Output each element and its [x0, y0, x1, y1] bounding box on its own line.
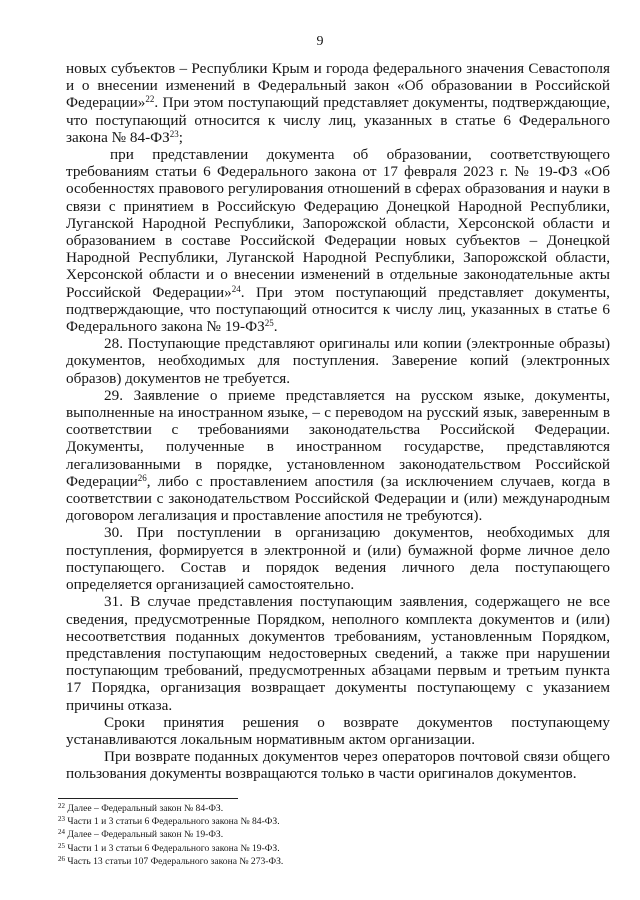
footnote — [58, 855, 598, 868]
footnotes — [58, 802, 598, 868]
paragraph-text: при представлении документа об образовании, соответствующего требованиям статьи 6 Федерального закона от 17 февраля 2023 г. № 19-ФЗ «Об особенностях правового регулирования отношений в сферах образования и науки в связи с принятием в Российскую Федерацию Донецкой Народной Республики, Луганской Народной Республики, Запорожской области, Херсонской области и образованием в составе Российской Федерации новых субъектов – Донецкой Народной Республики, Луганской Народной Республики, Запорожской области, Херсонской области и о внесении изменений в отдельные законодательные акты Российской Федерации» — [66, 146, 610, 301]
footnote-ref: 26 — [137, 472, 147, 483]
paragraph-29 — [66, 387, 610, 525]
footnote-ref: 23 — [169, 128, 179, 139]
page-number: 9 — [316, 34, 324, 49]
footnote-number: 24 — [58, 828, 65, 837]
paragraph-continuation — [66, 60, 610, 146]
paragraph-return-deadline: Сроки принятия решения о возврате документов поступающему устанавливаются локальным нормативным актом организации. — [66, 713, 610, 748]
footnote-ref: 22 — [145, 94, 155, 105]
paragraph-text: новых субъектов – Республики Крым и города федерального значения Севастополя и о внесении изменений в Федеральный закон «Об образовании в Российской Федерации» — [66, 60, 610, 112]
footnote-number: 26 — [58, 854, 65, 863]
footnote-divider — [58, 798, 238, 799]
body-text — [66, 60, 610, 783]
paragraph-text: . При этом поступающий представляет документы, подтверждающие, что поступающий относится к числу лиц, указанных в статье 6 Федерального закона № 19-ФЗ — [66, 283, 610, 336]
paragraph-30: 30. При поступлении в организацию документов, необходимых для поступления, формируется в электронной и (или) бумажной форме личное дело поступающего. Состав и порядок ведения личного дела поступающего определяется организацией самостоятельно. — [66, 524, 610, 594]
footnote — [58, 828, 598, 841]
paragraph-text: . — [273, 318, 278, 336]
paragraph-postal-return: При возврате поданных документов через операторов почтовой связи общего пользования документы возвращаются только в части оригиналов документов. — [66, 748, 610, 783]
footnote-text: Далее – Федеральный закон № 19-ФЗ. — [67, 829, 224, 841]
footnote — [58, 802, 598, 815]
paragraph-text: 29. Заявление о приеме представляется на русском языке, документы, выполненные на иностранном языке, – с переводом на русский язык, заверенным в соответствии с требованиями законодательства Российской Федерации. Документы, полученные в иностранном государстве, представляются легализованными в порядке, установленном законодательством Российской Федерации — [66, 386, 610, 490]
footnote-text: Часть 13 статьи 107 Федерального закона № 273-ФЗ. — [67, 855, 284, 867]
paragraph-31: 31. В случае представления поступающим заявления, содержащего не все сведения, предусмотренные Порядком, неполного комплекта документов и (или) несоответствия поданных документов требованиям, установленным Порядком, представления поступающим недостоверных сведений, а также при нарушении поступающим требований, предусмотренных абзацами первым и третьим пункта 17 Порядка, организация возвращает документы поступающему с указанием причины отказа. — [66, 593, 610, 714]
footnote-number: 23 — [58, 815, 65, 824]
paragraph-text: . При этом поступающий представляет документы, подтверждающие, что поступающий относится к числу лиц, указанных в статье 6 Федерального закона № 84-ФЗ — [66, 94, 610, 146]
footnote-text: Части 1 и 3 статьи 6 Федерального закона № 84-ФЗ. — [67, 816, 280, 828]
paragraph-text: , либо с проставлением апостиля (за исключением случаев, когда в соответствии с законодательством Российской Федерации и (или) международным договором легализация и проставление апостиля не требуются). — [66, 472, 610, 525]
footnote — [58, 815, 598, 828]
footnote-ref: 24 — [231, 283, 241, 294]
footnote-number: 22 — [58, 802, 65, 810]
paragraph-text: ; — [178, 128, 183, 146]
paragraph-education-document — [66, 146, 610, 335]
footnote-text: Далее – Федеральный закон № 84-ФЗ. — [67, 803, 224, 814]
footnote — [58, 842, 598, 855]
footnote-ref: 25 — [264, 318, 274, 329]
paragraph-28: 28. Поступающие представляют оригиналы или копии (электронные образы) документов, необходимых для поступления. Заверение копий (электронных образов) документов не требуется. — [66, 335, 610, 387]
footnote-text: Части 1 и 3 статьи 6 Федерального закона № 19-ФЗ. — [67, 842, 280, 854]
footnote-number: 25 — [58, 841, 65, 850]
